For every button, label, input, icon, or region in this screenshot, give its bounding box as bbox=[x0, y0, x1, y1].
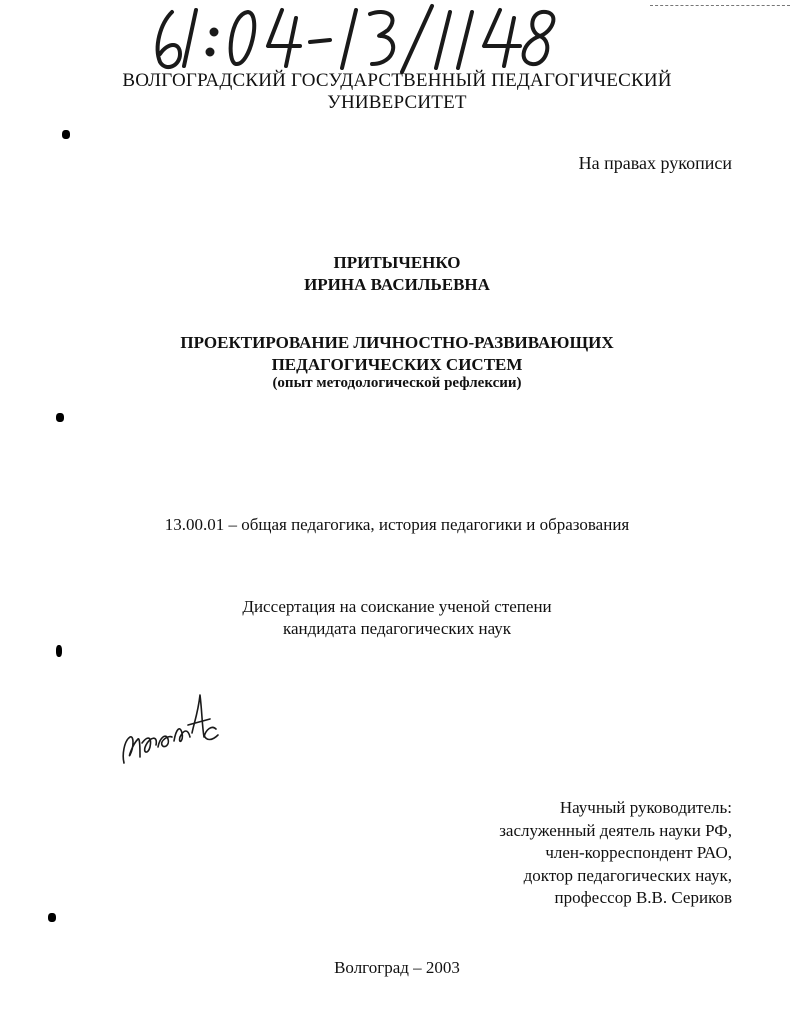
degree-statement bbox=[0, 596, 794, 640]
supervisor-title-1: заслуженный деятель науки РФ, bbox=[499, 820, 732, 840]
specialty-code: 13.00.01 – общая педагогика, история педагогики и образования bbox=[164, 515, 630, 534]
supervisor-label: Научный руководитель: bbox=[559, 798, 732, 817]
university-line-2: УНИВЕРСИТЕТ bbox=[327, 92, 467, 113]
author-surname: ПРИТЫЧЕНКО bbox=[333, 253, 461, 272]
supervisor-title-2: член-корреспондент РАО, bbox=[545, 843, 732, 862]
author-name bbox=[0, 252, 794, 296]
degree-line-2: кандидата педагогических наук bbox=[282, 619, 512, 638]
binding-mark bbox=[56, 645, 62, 657]
handwritten-catalog-number bbox=[150, 2, 570, 74]
binding-mark bbox=[56, 413, 64, 422]
dissertation-subtitle: (опыт методологической рефлексии) bbox=[272, 375, 522, 391]
manuscript-rights: На правах рукописи bbox=[578, 153, 732, 173]
supervisor-name: профессор В.В. Сериков bbox=[554, 888, 732, 907]
degree-line-1: Диссертация на соискание ученой степени bbox=[242, 597, 552, 616]
dissertation-title bbox=[0, 332, 794, 376]
city-year: Волгоград – 2003 bbox=[334, 958, 460, 977]
title-line-2: ПЕДАГОГИЧЕСКИХ СИСТЕМ bbox=[271, 355, 523, 374]
supervisor-block bbox=[499, 797, 732, 910]
title-line-1: ПРОЕКТИРОВАНИЕ ЛИЧНОСТНО-РАЗВИВАЮЩИХ bbox=[180, 333, 614, 352]
binding-mark bbox=[48, 913, 56, 922]
university-name bbox=[0, 70, 794, 114]
author-given-names: ИРИНА ВАСИЛЬЕВНА bbox=[304, 275, 490, 294]
university-line-1: ВОЛГОГРАДСКИЙ ГОСУДАРСТВЕННЫЙ ПЕДАГОГИЧЕСКИЙ bbox=[122, 70, 672, 91]
handwritten-signature bbox=[118, 685, 223, 770]
supervisor-title-3: доктор педагогических наук, bbox=[523, 865, 732, 885]
scan-edge-line bbox=[650, 5, 790, 6]
binding-mark bbox=[62, 130, 70, 139]
